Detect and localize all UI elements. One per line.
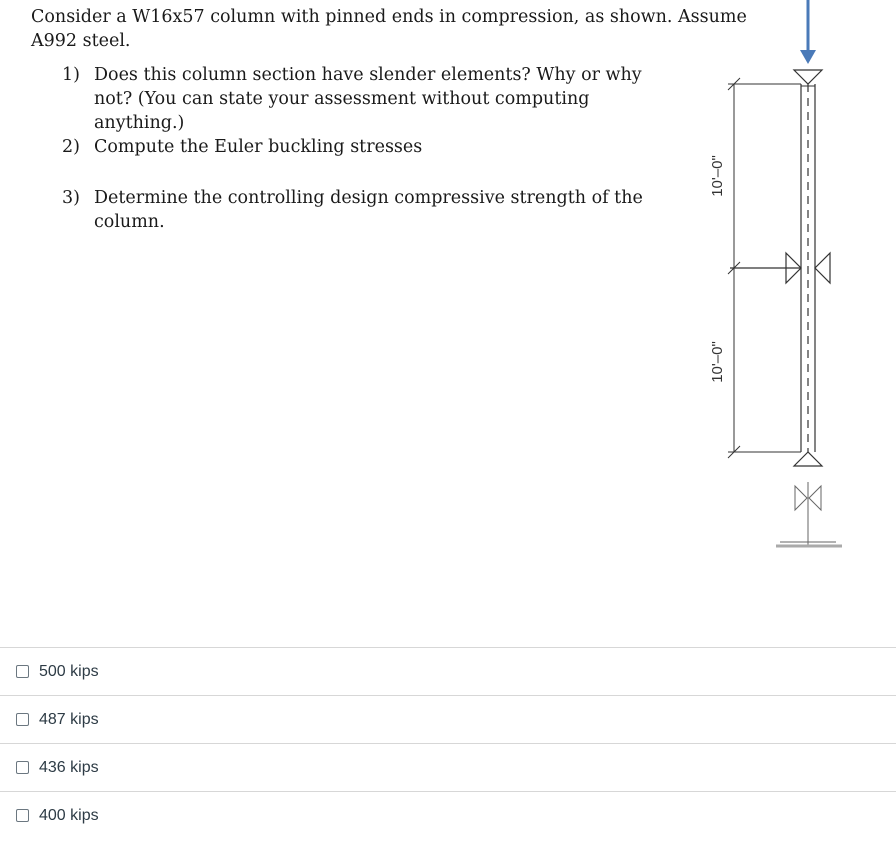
answer-option-1[interactable] [0, 647, 896, 695]
question-intro-line-1: Consider a W16x57 column with pinned ends in compression, as shown. Assume [31, 7, 747, 27]
task-text [94, 135, 682, 159]
top-pin-support-icon [794, 70, 822, 84]
task-item-2 [62, 135, 682, 159]
task-line: Compute the Euler buckling stresses [94, 137, 423, 157]
checkbox-icon[interactable] [16, 713, 29, 726]
checkbox-icon[interactable] [16, 809, 29, 822]
task-list [62, 63, 682, 234]
answer-options [0, 647, 896, 839]
task-line: column. [94, 212, 165, 232]
answer-option-4[interactable] [0, 791, 896, 839]
bottom-pin-support-icon [794, 452, 822, 466]
task-line: Determine the controlling design compressive strength of the [94, 188, 643, 208]
answer-option-3[interactable] [0, 743, 896, 791]
task-line: Does this column section have slender elements? Why or why [94, 65, 642, 85]
question-intro-line-2: A992 steel. [31, 31, 131, 51]
answer-label: 500 kips [39, 662, 99, 680]
answer-label: 487 kips [39, 710, 99, 728]
column-member [801, 84, 815, 452]
checkbox-icon[interactable] [16, 665, 29, 678]
load-arrow-icon [800, 0, 816, 64]
task-line: anything.) [94, 113, 185, 133]
dimension-label-bottom: 10'–0" [709, 341, 726, 383]
section-detail-icon [776, 482, 842, 546]
task-number: 3) [62, 188, 80, 208]
task-line: not? (You can state your assessment without computing [94, 89, 590, 109]
task-text [94, 186, 682, 234]
task-number: 1) [62, 65, 80, 85]
column-diagram [690, 0, 896, 560]
task-number: 2) [62, 137, 80, 157]
answer-option-2[interactable] [0, 695, 896, 743]
task-item-3 [62, 186, 682, 234]
dimension-label-top: 10'–0" [709, 155, 726, 197]
answer-label: 400 kips [39, 806, 99, 824]
checkbox-icon[interactable] [16, 761, 29, 774]
task-item-1 [62, 63, 682, 135]
question-text [31, 5, 791, 53]
task-text [94, 63, 682, 135]
answer-label: 436 kips [39, 758, 99, 776]
column-diagram-svg [690, 0, 896, 560]
